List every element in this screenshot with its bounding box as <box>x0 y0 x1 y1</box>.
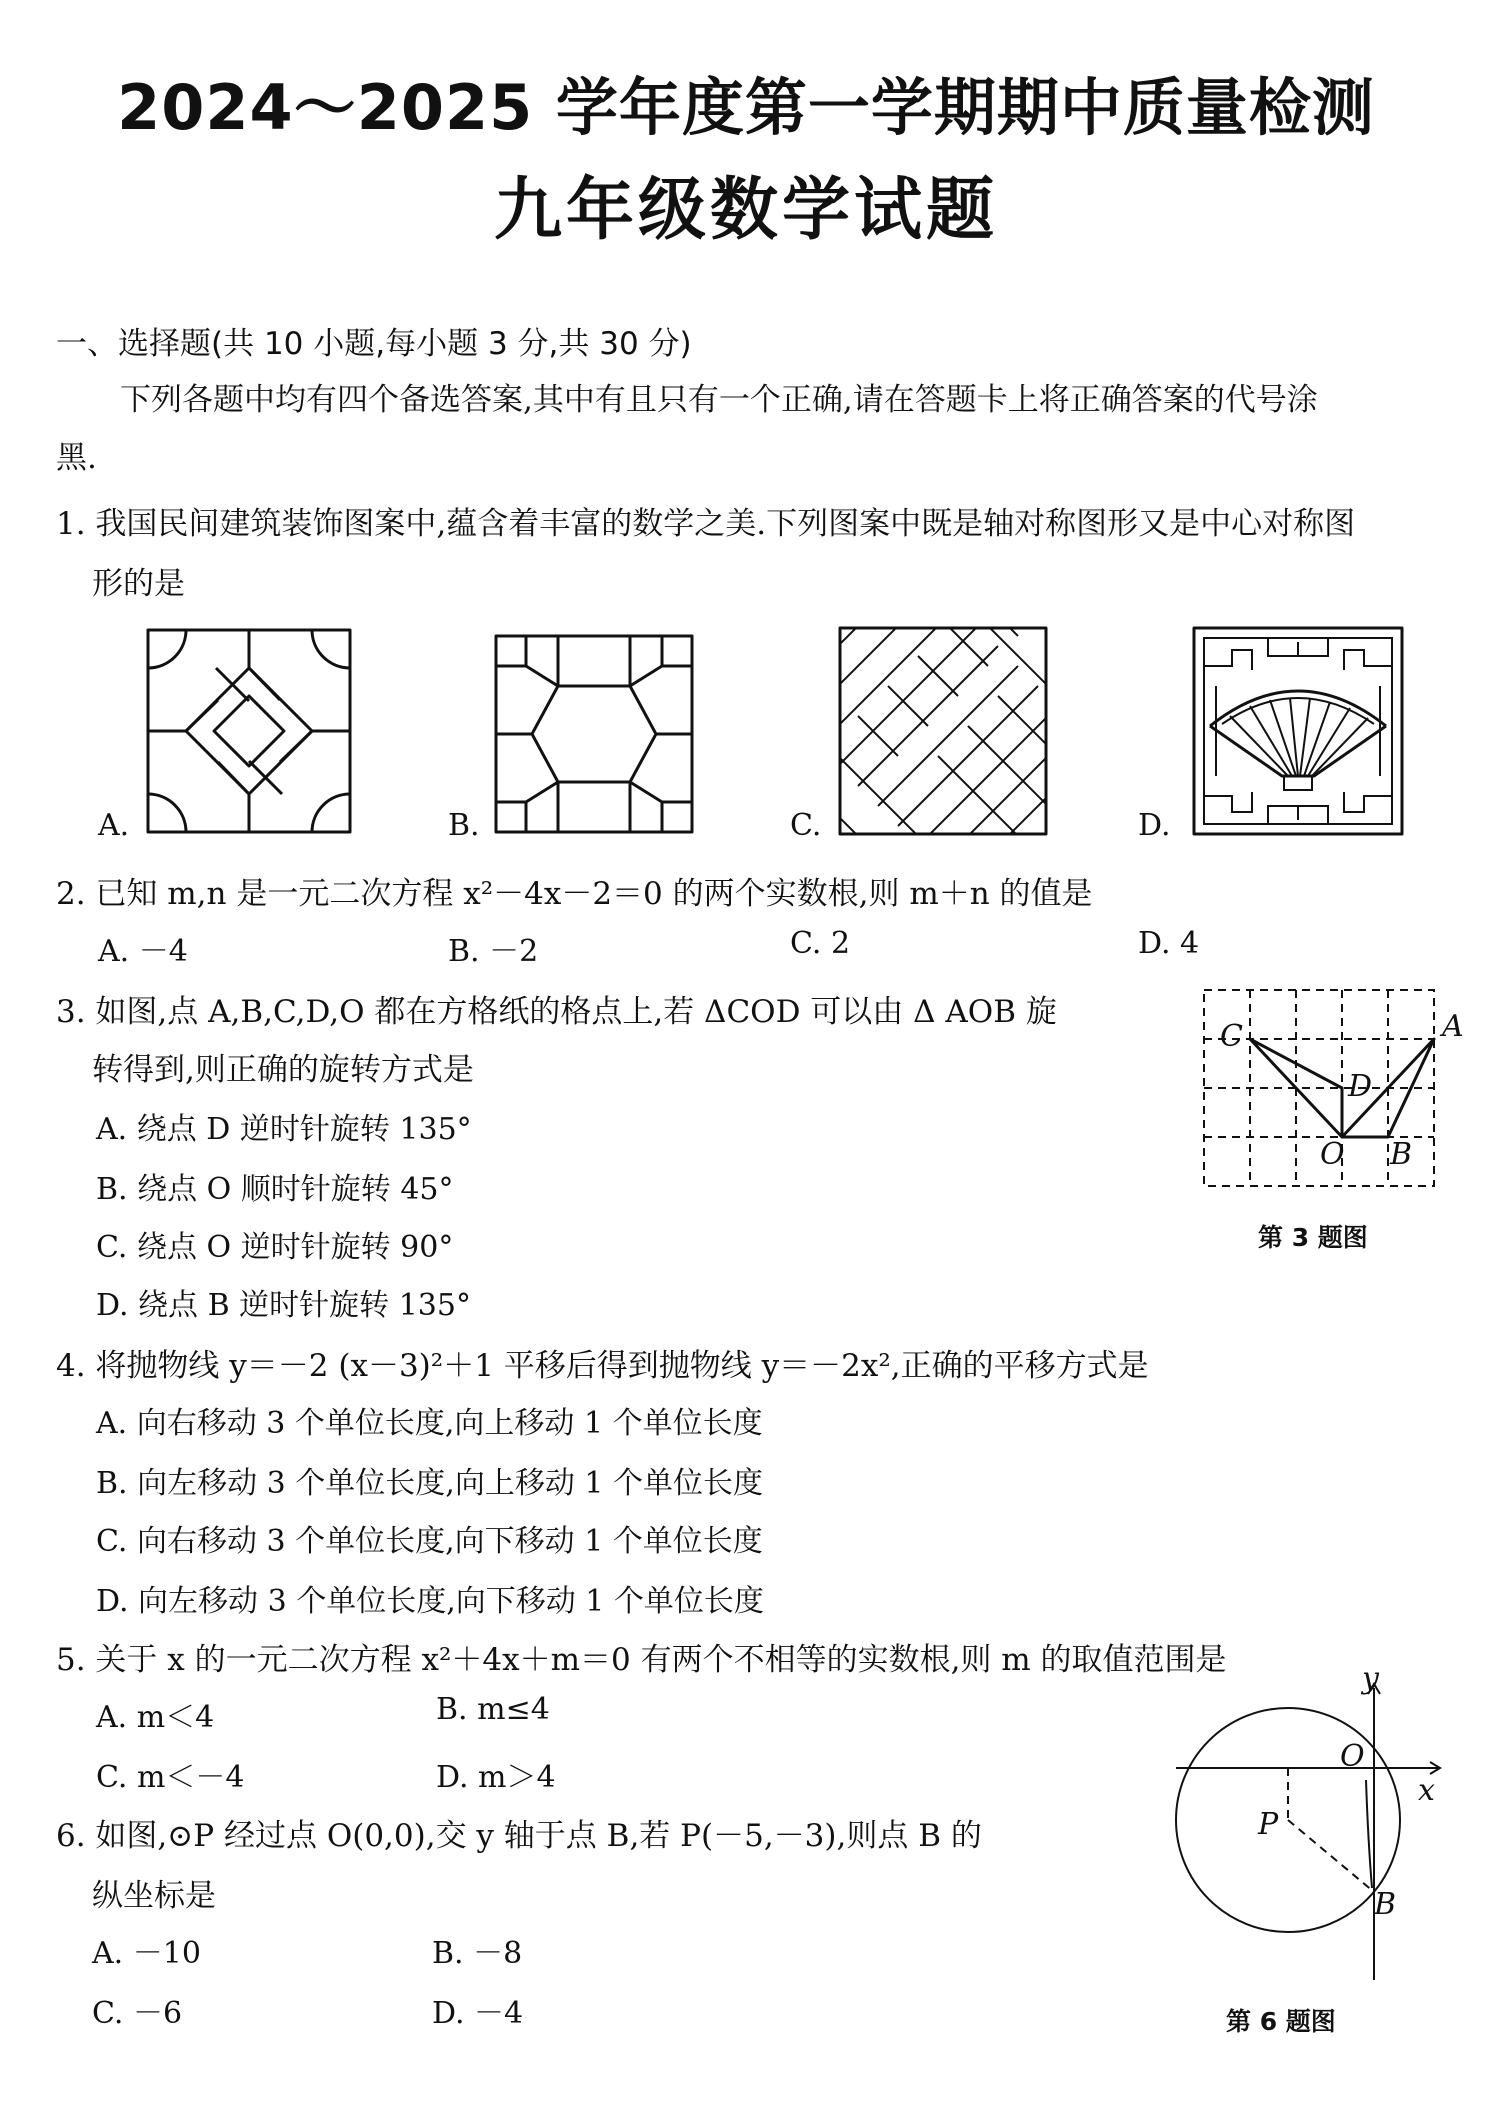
q5-option-c: C. m＜－4 <box>96 1760 245 1795</box>
q6-x-axis-label: x <box>1418 1773 1435 1808</box>
q6-figure-caption: 第 6 题图 <box>1226 2007 1336 2036</box>
q6-option-c: C. －6 <box>92 1996 183 2031</box>
q2-option-a: A. －4 <box>98 934 188 969</box>
pattern-d-figure <box>1192 626 1404 836</box>
section-heading: 一、选择题(共 10 小题,每小题 3 分,共 30 分) <box>56 326 692 362</box>
q4-option-a: A. 向右移动 3 个单位长度,向上移动 1 个单位长度 <box>96 1406 763 1441</box>
q2-option-d: D. 4 <box>1138 926 1200 961</box>
q6-origin-label: O <box>1340 1739 1365 1774</box>
q1-option-a-label: A. <box>98 808 130 843</box>
q3-point-o-label: O <box>1320 1137 1345 1172</box>
pattern-c-figure <box>838 626 1048 836</box>
q3-point-b-label: B <box>1390 1137 1413 1172</box>
q1-stem-line-1: 1. 我国民间建筑装饰图案中,蕴含着丰富的数学之美.下列图案中既是轴对称图形又是中心对称图 <box>56 506 1356 542</box>
instruction-line-1: 下列各题中均有四个备选答案,其中有且只有一个正确,请在答题卡上将正确答案的代号涂 <box>120 382 1318 418</box>
q6-point-p-label: P <box>1258 1807 1279 1842</box>
q5-stem: 5. 关于 x 的一元二次方程 x²＋4x＋m＝0 有两个不相等的实数根,则 m 的取值范围是 <box>56 1642 1227 1678</box>
q6-stem-line-1: 6. 如图,⊙P 经过点 O(0,0),交 y 轴于点 B,若 P(－5,－3),则点 B 的 <box>56 1818 982 1854</box>
q3-point-d-label: D <box>1348 1069 1373 1104</box>
q3-stem-line-2: 转得到,则正确的旋转方式是 <box>92 1052 474 1088</box>
q6-option-b: B. －8 <box>432 1936 523 1971</box>
q3-option-a: A. 绕点 D 逆时针旋转 135° <box>96 1112 472 1147</box>
q3-grid-figure <box>1190 986 1464 1196</box>
q3-option-b: B. 绕点 O 顺时针旋转 45° <box>96 1172 454 1207</box>
q1-option-c-label: C. <box>790 808 822 843</box>
q4-option-b: B. 向左移动 3 个单位长度,向上移动 1 个单位长度 <box>96 1466 763 1501</box>
q2-option-c: C. 2 <box>790 926 851 961</box>
q6-stem-line-2: 纵坐标是 <box>92 1878 216 1914</box>
q5-option-a: A. m＜4 <box>96 1700 215 1735</box>
q6-y-axis-label: y <box>1362 1661 1379 1696</box>
pattern-b-figure <box>494 634 694 834</box>
q3-figure-caption: 第 3 题图 <box>1258 1223 1368 1252</box>
q6-point-b-label: B <box>1374 1887 1397 1922</box>
q1-option-b-label: B. <box>448 808 480 843</box>
q3-point-a-label: A <box>1442 1009 1464 1044</box>
q4-option-d: D. 向左移动 3 个单位长度,向下移动 1 个单位长度 <box>96 1584 764 1619</box>
q3-stem-line-1: 3. 如图,点 A,B,C,D,O 都在方格纸的格点上,若 ΔCOD 可以由 Δ AOB 旋 <box>56 994 1057 1030</box>
q6-circle-figure <box>1168 1661 1458 1990</box>
q5-option-d: D. m＞4 <box>436 1760 556 1795</box>
instruction-line-2: 黑. <box>56 440 97 476</box>
q6-option-d: D. －4 <box>432 1996 524 2031</box>
q3-option-c: C. 绕点 O 逆时针旋转 90° <box>96 1230 454 1265</box>
q1-option-d-label: D. <box>1138 808 1171 843</box>
q4-stem: 4. 将抛物线 y＝－2 (x－3)²＋1 平移后得到抛物线 y＝－2x²,正确的平移方式是 <box>56 1348 1149 1384</box>
pattern-a-figure <box>146 628 352 834</box>
q3-option-d: D. 绕点 B 逆时针旋转 135° <box>96 1288 471 1323</box>
q4-option-c: C. 向右移动 3 个单位长度,向下移动 1 个单位长度 <box>96 1524 763 1559</box>
q6-option-a: A. －10 <box>92 1936 201 1971</box>
exam-title: 2024～2025 学年度第一学期期中质量检测 <box>117 71 1375 144</box>
q2-option-b: B. －2 <box>448 934 539 969</box>
q2-stem: 2. 已知 m,n 是一元二次方程 x²－4x－2＝0 的两个实数根,则 m＋n 的值是 <box>56 876 1093 912</box>
q5-option-b: B. m≤4 <box>436 1692 550 1727</box>
q3-point-c-label: C <box>1220 1019 1243 1054</box>
q1-stem-line-2: 形的是 <box>92 566 185 602</box>
exam-subtitle: 九年级数学试题 <box>493 171 998 250</box>
